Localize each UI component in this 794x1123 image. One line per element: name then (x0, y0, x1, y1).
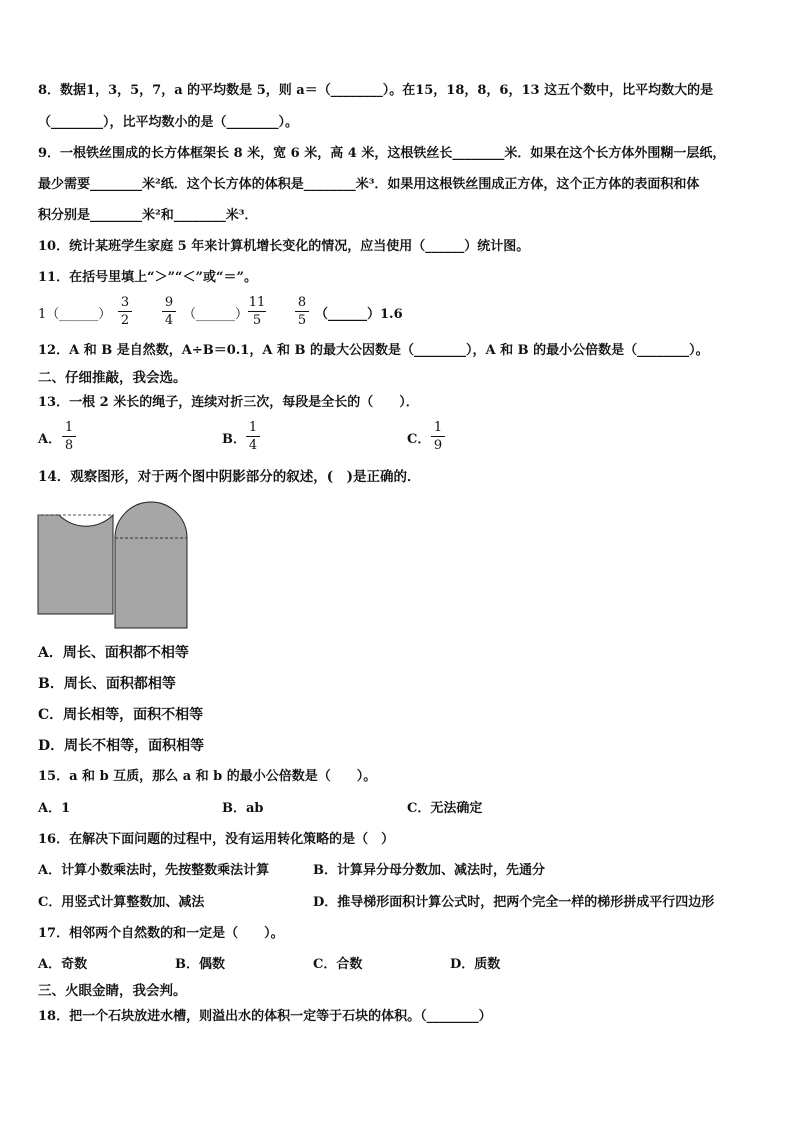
q18-text: 18．把一个石块放进水槽，则溢出水的体积一定等于石块的体积。（________） (38, 1009, 492, 1024)
q10-text: 10．统计某班学生家庭 5 年来计算机增长变化的情况，应当使用（______）统计图。 (38, 239, 530, 254)
q12-text: 12．A 和 B 是自然数，A÷B＝0.1，A 和 B 的最大公因数是（________），A 和 B 的最小公倍数是（________）。 (38, 343, 709, 358)
q14-right-shape (115, 502, 187, 628)
q8-line2: （________），比平均数小的是（________）。 (38, 115, 299, 130)
q11-fraction-9-4: 9 4 (162, 296, 176, 328)
q14-left-shape (38, 515, 113, 614)
q15-text: 15．a 和 b 互质，那么 a 和 b 的最小公倍数是（ ）。 (38, 769, 377, 784)
q14-option-d: D．周长不相等，面积相等 (38, 738, 205, 754)
q17-text: 17．相邻两个自然数的和一定是（ ）。 (38, 926, 284, 941)
q17-option-b: B．偶数 (175, 957, 225, 972)
q8-line1: 8．数据1，3，5，7，a 的平均数是 5，则 a＝（________）。在15，18，8，6，13 这五个数中，比平均数大的是 (38, 83, 714, 98)
q11-compare1-left: 1（______） (38, 307, 112, 322)
q13-option-b-label: B． (222, 432, 246, 447)
q16-option-b: B．计算异分母分数加、减法时，先通分 (313, 863, 545, 878)
section3-title: 三、火眼金睛，我会判。 (38, 983, 187, 999)
q16-option-c: C．用竖式计算整数加、减法 (38, 895, 205, 910)
q14-option-b: B．周长、面积都相等 (38, 676, 176, 692)
q14-text: 14．观察图形，对于两个图中阴影部分的叙述，( )是正确的． (38, 469, 421, 485)
q15-option-a: A．1 (38, 801, 71, 816)
q14-option-a: A．周长、面积都不相等 (38, 645, 189, 661)
section2-title: 二、仔细推敲，我会选。 (38, 370, 187, 386)
q11-compare2-blank: （______） (183, 307, 249, 322)
q13-option-b-fraction: 1 4 (246, 421, 260, 453)
q9-line2: 最少需要________米²纸．这个长方体的体积是________米³．如果用这根铁丝围成正方体，这个正方体的表面积和体 (38, 177, 700, 192)
q11-fraction-11-5: 11 5 (248, 295, 266, 328)
q13-option-c-fraction: 1 9 (431, 421, 445, 453)
q14-figure (36, 498, 188, 632)
q17-option-a: A．奇数 (38, 957, 88, 972)
q9-line1: 9．一根铁丝围成的长方体框架长 8 米，宽 6 米，高 4 米，这根铁丝长________米．如果在这个长方体外围糊一层纸， (38, 146, 726, 161)
q16-option-d: D．推导梯形面积计算公式时，把两个完全一样的梯形拼成平行四边形 (313, 895, 715, 910)
q13-text: 13．一根 2 米长的绳子，连续对折三次，每段是全长的（ ）． (38, 395, 419, 410)
q13-option-c-label: C． (407, 432, 431, 447)
q15-option-b: B．ab (222, 801, 264, 816)
q17-option-d: D．质数 (450, 957, 501, 972)
q13-option-a-fraction: 1 8 (62, 421, 76, 453)
q13-option-a-label: A． (38, 432, 62, 447)
q16-option-a: A．计算小数乘法时，先按整数乘法计算 (38, 863, 270, 878)
q14-option-c: C．周长相等，面积不相等 (38, 707, 204, 723)
q15-option-c: C．无法确定 (407, 801, 483, 816)
q11-fraction-3-2: 3 2 (118, 296, 132, 328)
q9-line3: 积分别是________米²和________米³． (38, 208, 258, 223)
q11-fraction-8-5: 8 5 (295, 296, 309, 328)
q16-text: 16．在解决下面问题的过程中，没有运用转化策略的是（ ） (38, 832, 395, 847)
q17-option-c: C．合数 (313, 957, 363, 972)
q11-compare3-right: （______）1.6 (315, 307, 403, 322)
q11-text: 11．在括号里填上“＞”“＜”或“＝”。 (38, 270, 257, 285)
